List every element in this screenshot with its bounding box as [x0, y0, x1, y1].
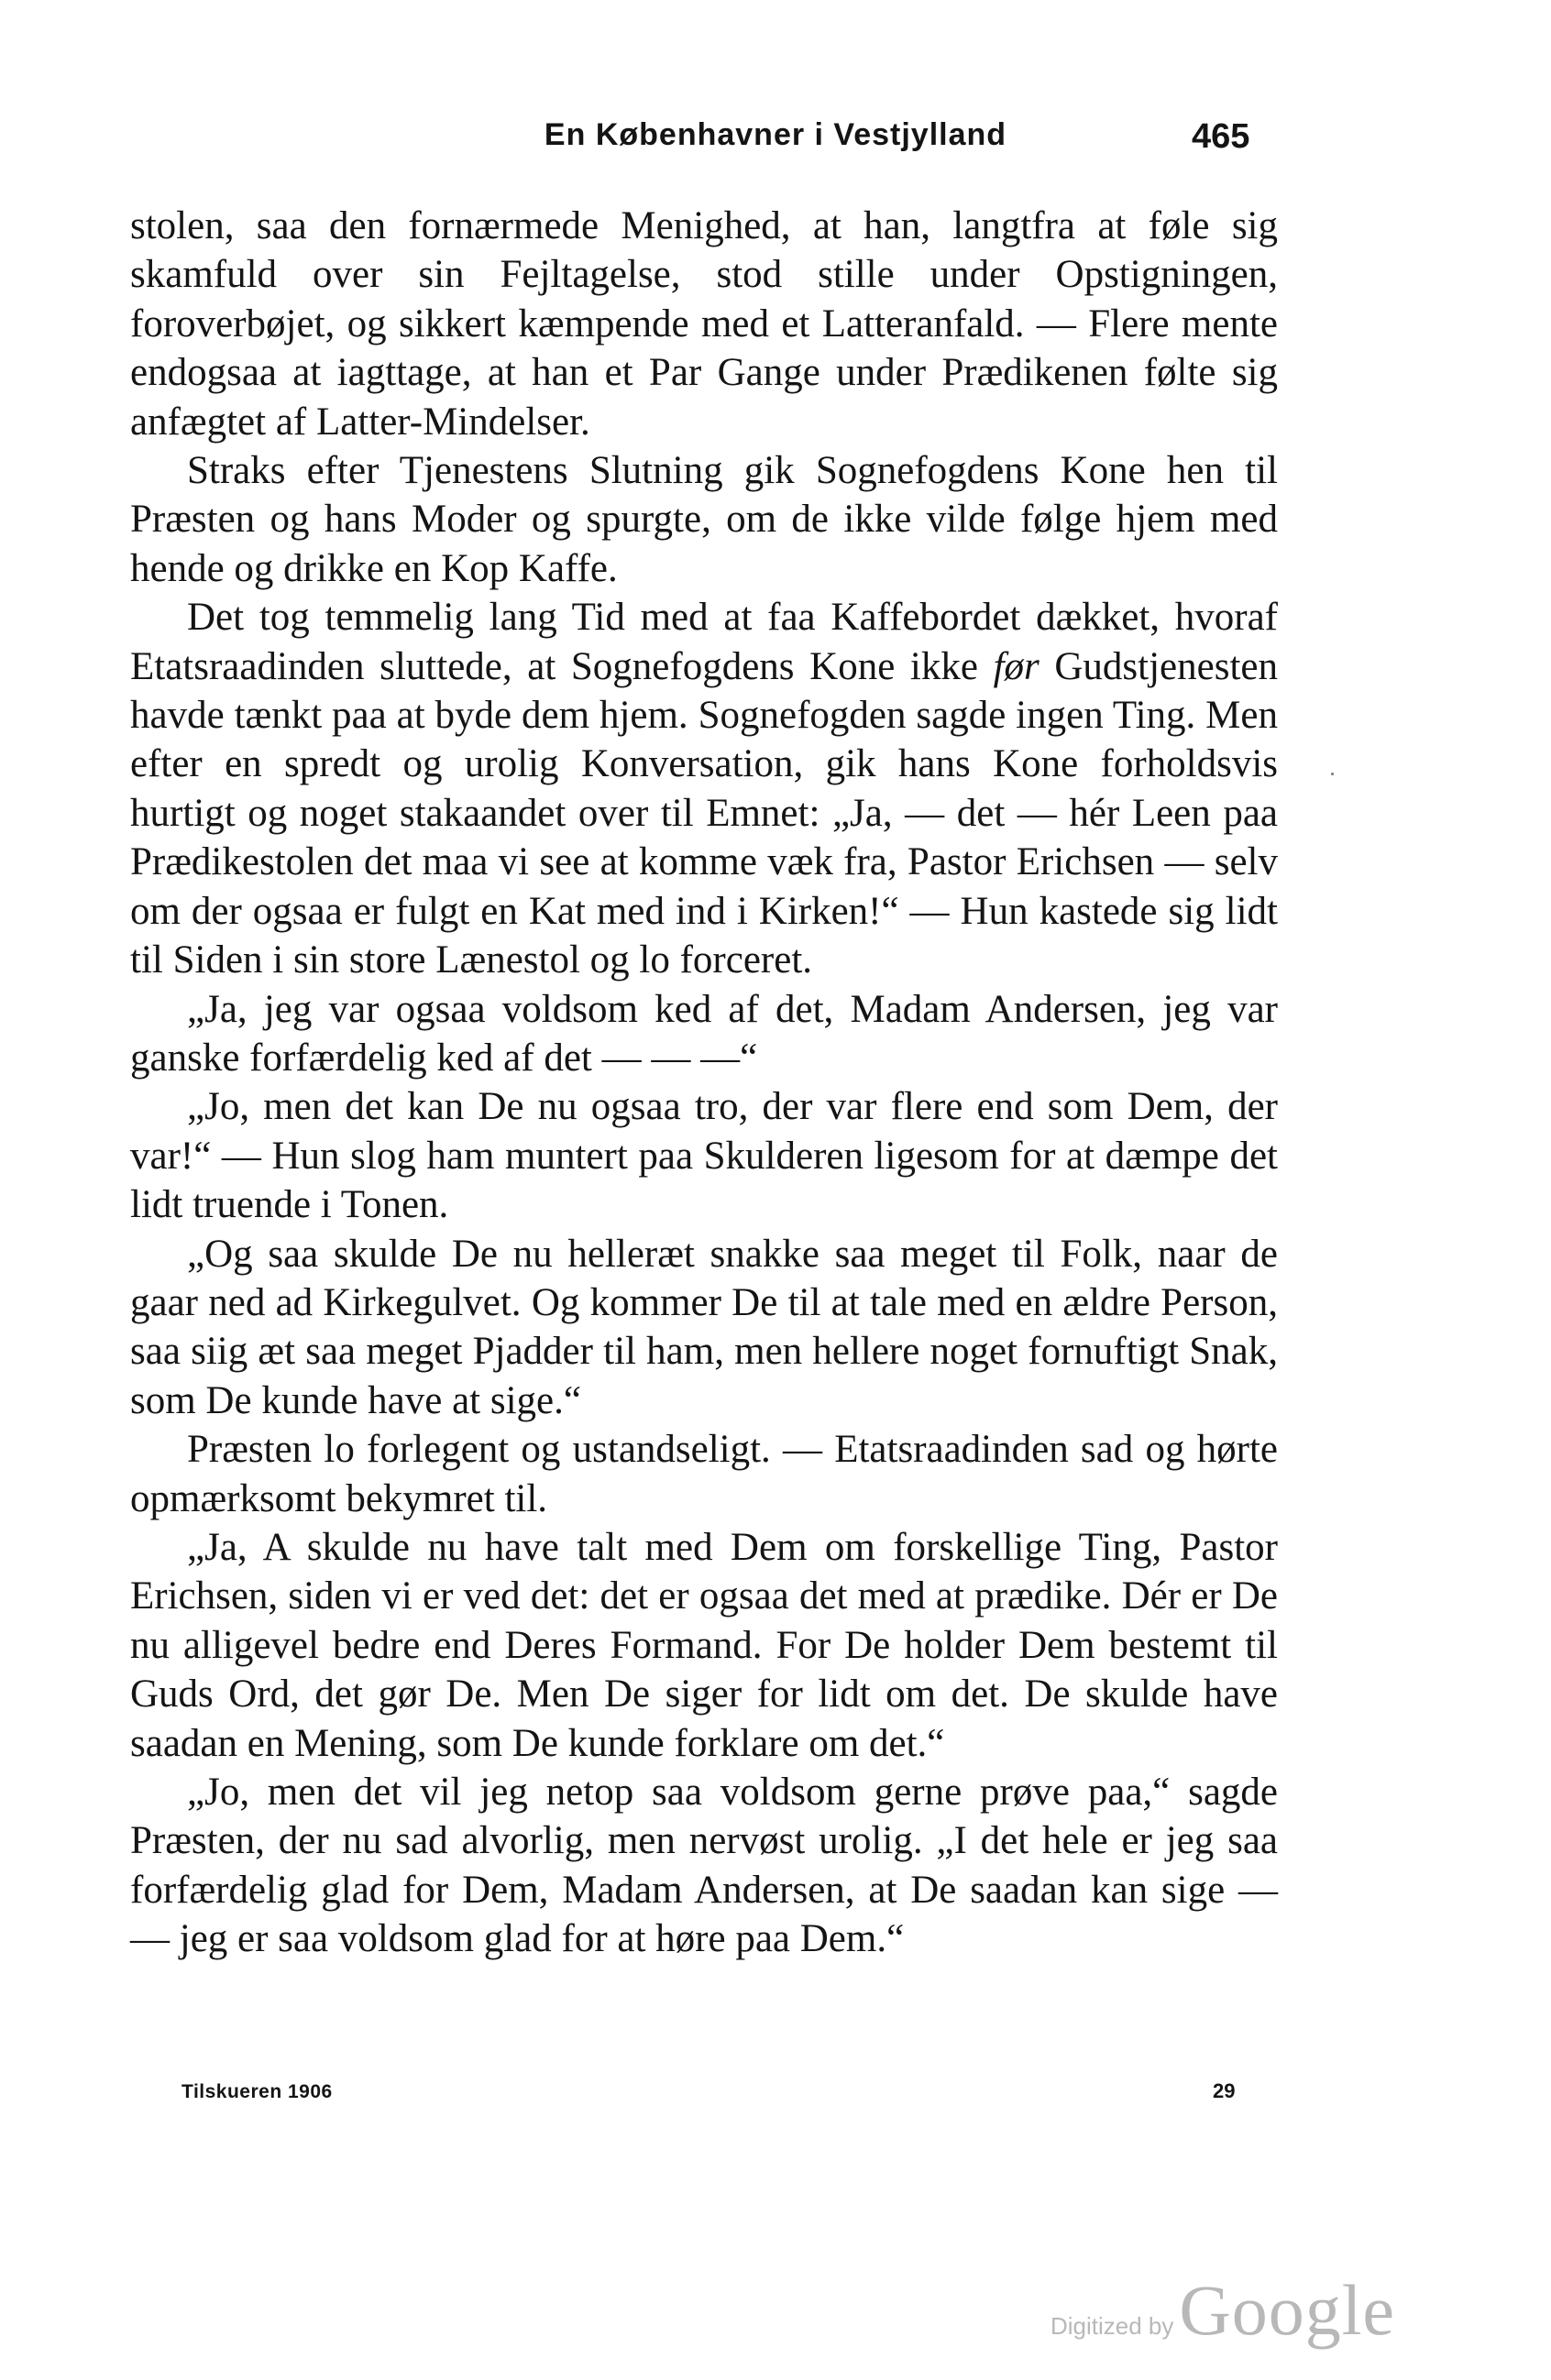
paragraph-3: Det tog temmelig lang Tid med at faa Kaffebordet dækket, hvoraf Etatsraadinden sluttede, at Sognefogdens Kone ikke før Gudstjenesten havde tænkt paa at byde dem hjem. Sognefogden sagde ingen Ting. Men efter en spredt og urolig Konversation, gik hans Kone forholdsvis hurtigt og noget stakaandet over til Emnet: „Ja, — det — hér Leen paa Prædikestolen det maa vi see at komme væk fra, Pastor Erichsen — selv om der ogsaa er fulgt en Kat med ind i Kirken!“ — Hun kastede sig lidt til Siden i sin store Lænestol og lo forceret. [130, 596, 1278, 982]
page-header [0, 117, 1551, 172]
running-title: En Københavner i Vestjylland [544, 117, 1007, 152]
emphasis: før [993, 644, 1040, 688]
paragraph-9: „Jo, men det vil jeg netop saa voldsom gerne prøve paa,“ sagde Præsten, der nu sad alvorlig, men nervøst urolig. „I det hele er jeg saa forfærdelig glad for Dem, Madam Andersen, at De saadan kan sige — — jeg er saa voldsom glad for at høre paa Dem.“ [130, 1771, 1278, 1961]
paragraph-5: „Jo, men det kan De nu ogsaa tro, der var flere end som Dem, der var!“ — Hun slog ham muntert paa Skulderen ligesom for at dæmpe det lidt truende i Tonen. [130, 1085, 1278, 1227]
sheet-number: 29 [1213, 2079, 1236, 2102]
digitized-watermark [1050, 2269, 1395, 2352]
page-number: 465 [1192, 117, 1250, 156]
paragraph-7: Præsten lo forlegent og ustandseligt. — Etatsraadinden sad og hørte opmærksomt bekymret til. [130, 1428, 1278, 1520]
paragraph-4: „Ja, jeg var ogsaa voldsom ked af det, Madam Andersen, jeg var ganske forfærdelig ked af det — — —“ [130, 987, 1278, 1080]
watermark-prefix: Digitized by [1050, 2312, 1174, 2340]
paragraph-6: „Og saa skulde De nu helleræt snakke saa meget til Folk, naar de gaar ned ad Kirkegulvet. Og kommer De til at tale med en ældre Person, saa siig æt saa meget Pjadder til ham, men hellere noget fornuftigt Snak, som De kunde have at sige.“ [130, 1232, 1278, 1422]
paper-speck [1331, 773, 1334, 775]
watermark-brand: Google [1179, 2270, 1396, 2350]
paragraph-2: Straks efter Tjenestens Slutning gik Sognefogdens Kone hen til Præsten og hans Moder og spurgte, om de ikke vilde følge hjem med hende og drikke en Kop Kaffe. [130, 449, 1278, 590]
body-text [130, 202, 1278, 1964]
paragraph-1: stolen, saa den fornærmede Menighed, at han, langtfra at føle sig skamfuld over sin Fejltagelse, stod stille under Opstigningen, foroverbøjet, og sikkert kæmpende med et Latteranfald. — Flere mente endogsaa at iagttage, at han et Par Gange under Prædikenen følte sig anfægtet af Latter-Mindelser. [130, 204, 1278, 444]
footer-signature: Tilskueren 1906 [182, 2081, 333, 2102]
paragraph-8: „Ja, A skulde nu have talt med Dem om forskellige Ting, Pastor Erichsen, siden vi er ved det: det er ogsaa det med at prædike. Dér er De nu alligevel bedre end Deres Formand. For De holder Dem bestemt til Guds Ord, det gør De. Men De siger for lidt om det. De skulde have saadan en Mening, som De kunde forklare om det.“ [130, 1525, 1278, 1765]
